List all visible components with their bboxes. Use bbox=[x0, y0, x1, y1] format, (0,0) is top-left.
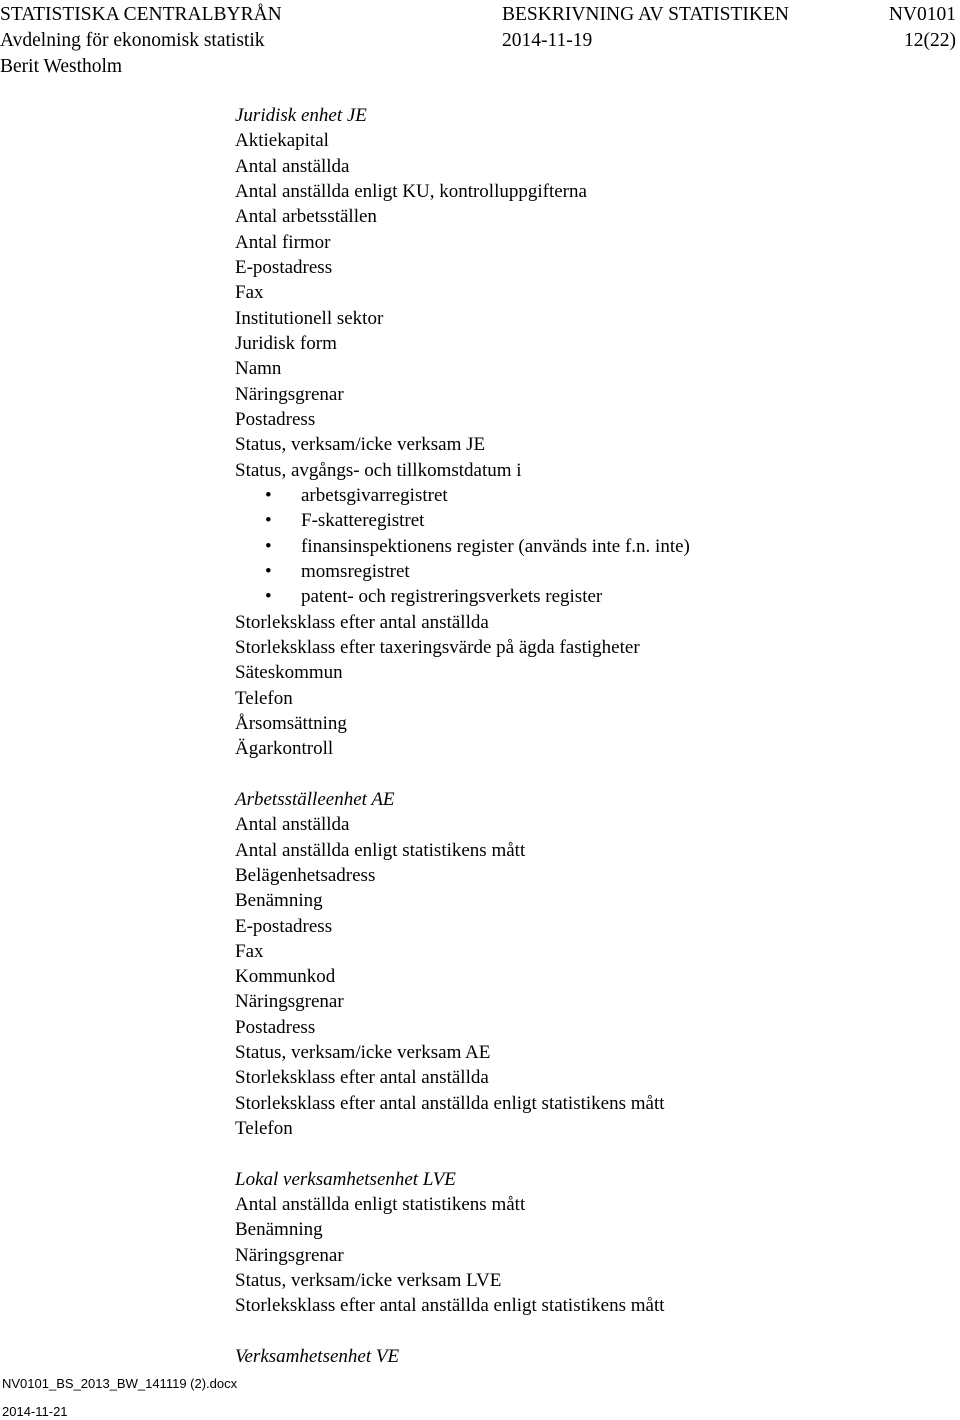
variable-item: Telefon bbox=[235, 1118, 293, 1140]
variable-item: Storleksklass efter antal anställda enligt statistikens mått bbox=[235, 1092, 665, 1114]
variable-item: Telefon bbox=[235, 687, 293, 709]
variable-item: Fax bbox=[235, 940, 264, 962]
variable-item: Storleksklass efter taxeringsvärde på ägda fastigheter bbox=[235, 636, 640, 658]
variable-item: Juridisk form bbox=[235, 332, 337, 354]
bullet-icon: • bbox=[265, 560, 272, 582]
bullet-item bbox=[235, 559, 690, 584]
je-variable-list-continued bbox=[235, 610, 690, 762]
variable-item: Antal anställda enligt statistikens mått bbox=[235, 1194, 526, 1216]
ae-variable-list bbox=[235, 812, 690, 1141]
variable-item: Fax bbox=[235, 282, 264, 304]
variable-item: E-postadress bbox=[235, 256, 333, 278]
variable-item: Postadress bbox=[235, 408, 316, 430]
variable-item: Status, verksam/icke verksam LVE bbox=[235, 1270, 502, 1292]
bullet-icon: • bbox=[265, 586, 272, 608]
section-title-ae: Arbetsställeenhet AE bbox=[235, 788, 395, 810]
footer-date: 2014-11-21 bbox=[2, 1404, 68, 1419]
bullet-icon: • bbox=[265, 535, 272, 557]
variable-item: Antal anställda enligt statistikens mått bbox=[235, 839, 526, 861]
header-doc-type: BESKRIVNING AV STATISTIKEN bbox=[502, 4, 789, 25]
section-title-je: Juridisk enhet JE bbox=[235, 105, 367, 126]
bullet-text: arbetsgivarregistret bbox=[301, 484, 448, 506]
je-variable-list bbox=[235, 128, 690, 483]
bullet-text: F-skatteregistret bbox=[301, 510, 425, 532]
section-ve bbox=[235, 1344, 690, 1369]
header-department: Avdelning för ekonomisk statistik bbox=[0, 30, 265, 51]
variable-item: Storleksklass efter antal anställda enligt statistikens mått bbox=[235, 1295, 665, 1317]
footer-filename: NV0101_BS_2013_BW_141119 (2).docx bbox=[2, 1376, 238, 1391]
bullet-item bbox=[235, 508, 690, 533]
variable-item: Antal anställda enligt KU, kontrolluppgifterna bbox=[235, 180, 587, 202]
variable-item: Antal arbetsställen bbox=[235, 206, 377, 228]
variable-item: Namn bbox=[235, 358, 282, 380]
variable-item: Antal anställda bbox=[235, 155, 350, 177]
variable-item: Benämning bbox=[235, 890, 323, 912]
bullet-text: momsregistret bbox=[301, 560, 410, 582]
document-body bbox=[235, 103, 690, 1395]
bullet-item bbox=[235, 483, 690, 508]
section-title-ve: Verksamhetsenhet VE bbox=[235, 1346, 400, 1368]
je-register-bullet-list bbox=[235, 483, 690, 610]
variable-item: Aktiekapital bbox=[235, 130, 329, 152]
variable-item: Säteskommun bbox=[235, 662, 343, 684]
section-title-lve: Lokal verksamhetsenhet LVE bbox=[235, 1168, 456, 1190]
bullet-text: patent- och registreringsverkets register bbox=[301, 586, 603, 608]
variable-item: Näringsgrenar bbox=[235, 1244, 344, 1266]
variable-item: Status, verksam/icke verksam AE bbox=[235, 1042, 491, 1064]
lve-variable-list bbox=[235, 1192, 690, 1319]
section-ae bbox=[235, 787, 690, 1142]
bullet-item bbox=[235, 584, 690, 609]
variable-item: Antal anställda bbox=[235, 814, 350, 836]
header-page-number: 12(22) bbox=[904, 30, 956, 51]
bullet-item bbox=[235, 534, 690, 559]
variable-item: Institutionell sektor bbox=[235, 307, 384, 329]
variable-item: Ägarkontroll bbox=[235, 738, 334, 760]
variable-item: Årsomsättning bbox=[235, 712, 347, 734]
variable-item: Antal firmor bbox=[235, 231, 331, 253]
header-author: Berit Westholm bbox=[0, 56, 123, 77]
variable-item: Status, avgångs- och tillkomstdatum i bbox=[235, 459, 522, 481]
variable-item: Benämning bbox=[235, 1219, 323, 1241]
variable-item: Belägenhetsadress bbox=[235, 864, 376, 886]
variable-item: Storleksklass efter antal anställda bbox=[235, 1067, 489, 1089]
variable-item: Näringsgrenar bbox=[235, 991, 344, 1013]
variable-item: E-postadress bbox=[235, 915, 333, 937]
variable-item: Kommunkod bbox=[235, 966, 336, 988]
bullet-icon: • bbox=[265, 484, 272, 506]
header-org: STATISTISKA CENTRALBYRÅN bbox=[0, 4, 282, 25]
variable-item: Postadress bbox=[235, 1016, 316, 1038]
variable-item: Näringsgrenar bbox=[235, 383, 344, 405]
header-doc-code: NV0101 bbox=[888, 4, 956, 25]
bullet-icon: • bbox=[265, 510, 272, 532]
variable-item: Status, verksam/icke verksam JE bbox=[235, 434, 486, 456]
bullet-text: finansinspektionens register (används inte f.n. inte) bbox=[301, 535, 690, 557]
section-lve bbox=[235, 1167, 690, 1319]
variable-item: Storleksklass efter antal anställda bbox=[235, 611, 489, 633]
section-je bbox=[235, 103, 690, 762]
header-date: 2014-11-19 bbox=[502, 30, 593, 51]
